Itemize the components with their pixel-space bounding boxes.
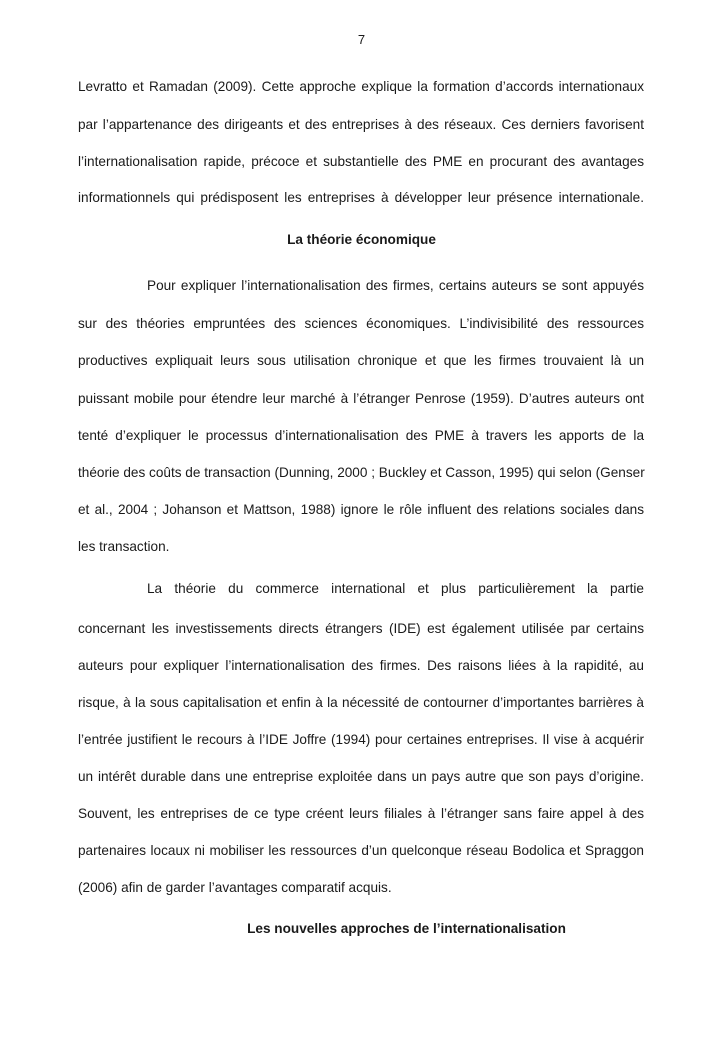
section-heading-economic-theory: La théorie économique xyxy=(287,232,436,247)
paragraph-2-line-3: productives expliquait leurs sous utilisation chronique et que les firmes trouvaient là un xyxy=(78,353,644,368)
paragraph-3-line-5: l’entrée justifient le recours à l’IDE Joffre (1994) pour certaines entreprises. Il vise à acquérir xyxy=(78,732,644,747)
paragraph-2-line-5: tenté d’expliquer le processus d’internationalisation des PME à travers les apports de la xyxy=(78,428,644,443)
paragraph-1-line-3: l’internationalisation rapide, précoce et substantielle des PME en procurant des avantages xyxy=(78,154,644,169)
paragraph-2-line-7: et al., 2004 ; Johanson et Mattson, 1988) ignore le rôle influent des relations sociales dans xyxy=(78,502,644,517)
paragraph-2-line-6: théorie des coûts de transaction (Dunning, 2000 ; Buckley et Casson, 1995) qui selon (Genser xyxy=(78,465,645,480)
paragraph-2-line-2: sur des théories empruntées des sciences économiques. L’indivisibilité des ressources xyxy=(78,316,644,331)
paragraph-1-line-2: par l’appartenance des dirigeants et des entreprises à des réseaux. Ces derniers favorisent xyxy=(78,117,644,132)
paragraph-2-line-8: les transaction. xyxy=(78,539,170,554)
paragraph-3-line-4: risque, à la sous capitalisation et enfin à la nécessité de contourner d’importantes barrières à xyxy=(78,695,644,710)
paragraph-3-line-3: auteurs pour expliquer l’internationalisation des firmes. Des raisons liées à la rapidité, au xyxy=(78,658,644,673)
paragraph-2-line-1: Pour expliquer l’internationalisation des firmes, certains auteurs se sont appuyés xyxy=(147,278,644,293)
paragraph-3-line-1: La théorie du commerce international et plus particulièrement la partie xyxy=(147,581,644,596)
paragraph-3-line-9: (2006) afin de garder l’avantages comparatif acquis. xyxy=(78,880,392,895)
page-number: 7 xyxy=(357,32,366,47)
paragraph-2-line-4: puissant mobile pour étendre leur marché à l’étranger Penrose (1959). D’autres auteurs ont xyxy=(78,391,644,406)
paragraph-3-line-6: un intérêt durable dans une entreprise exploitée dans un pays autre que son pays d’origine. xyxy=(78,769,644,784)
paragraph-1-line-1: Levratto et Ramadan (2009). Cette approche explique la formation d’accords internationaux xyxy=(78,79,644,94)
paragraph-3-line-2: concernant les investissements directs étrangers (IDE) est également utilisée par certains xyxy=(78,621,644,636)
section-heading-new-approaches: Les nouvelles approches de l’internationalisation xyxy=(247,921,566,936)
paragraph-1-line-4: informationnels qui prédisposent les entreprises à développer leur présence internationale. xyxy=(78,190,644,205)
paragraph-3-line-7: Souvent, les entreprises de ce type créent leurs filiales à l’étranger sans faire appel à des xyxy=(78,806,644,821)
paragraph-3-line-8: partenaires locaux ni mobiliser les ressources d’un quelconque réseau Bodolica et Spraggon xyxy=(78,843,644,858)
